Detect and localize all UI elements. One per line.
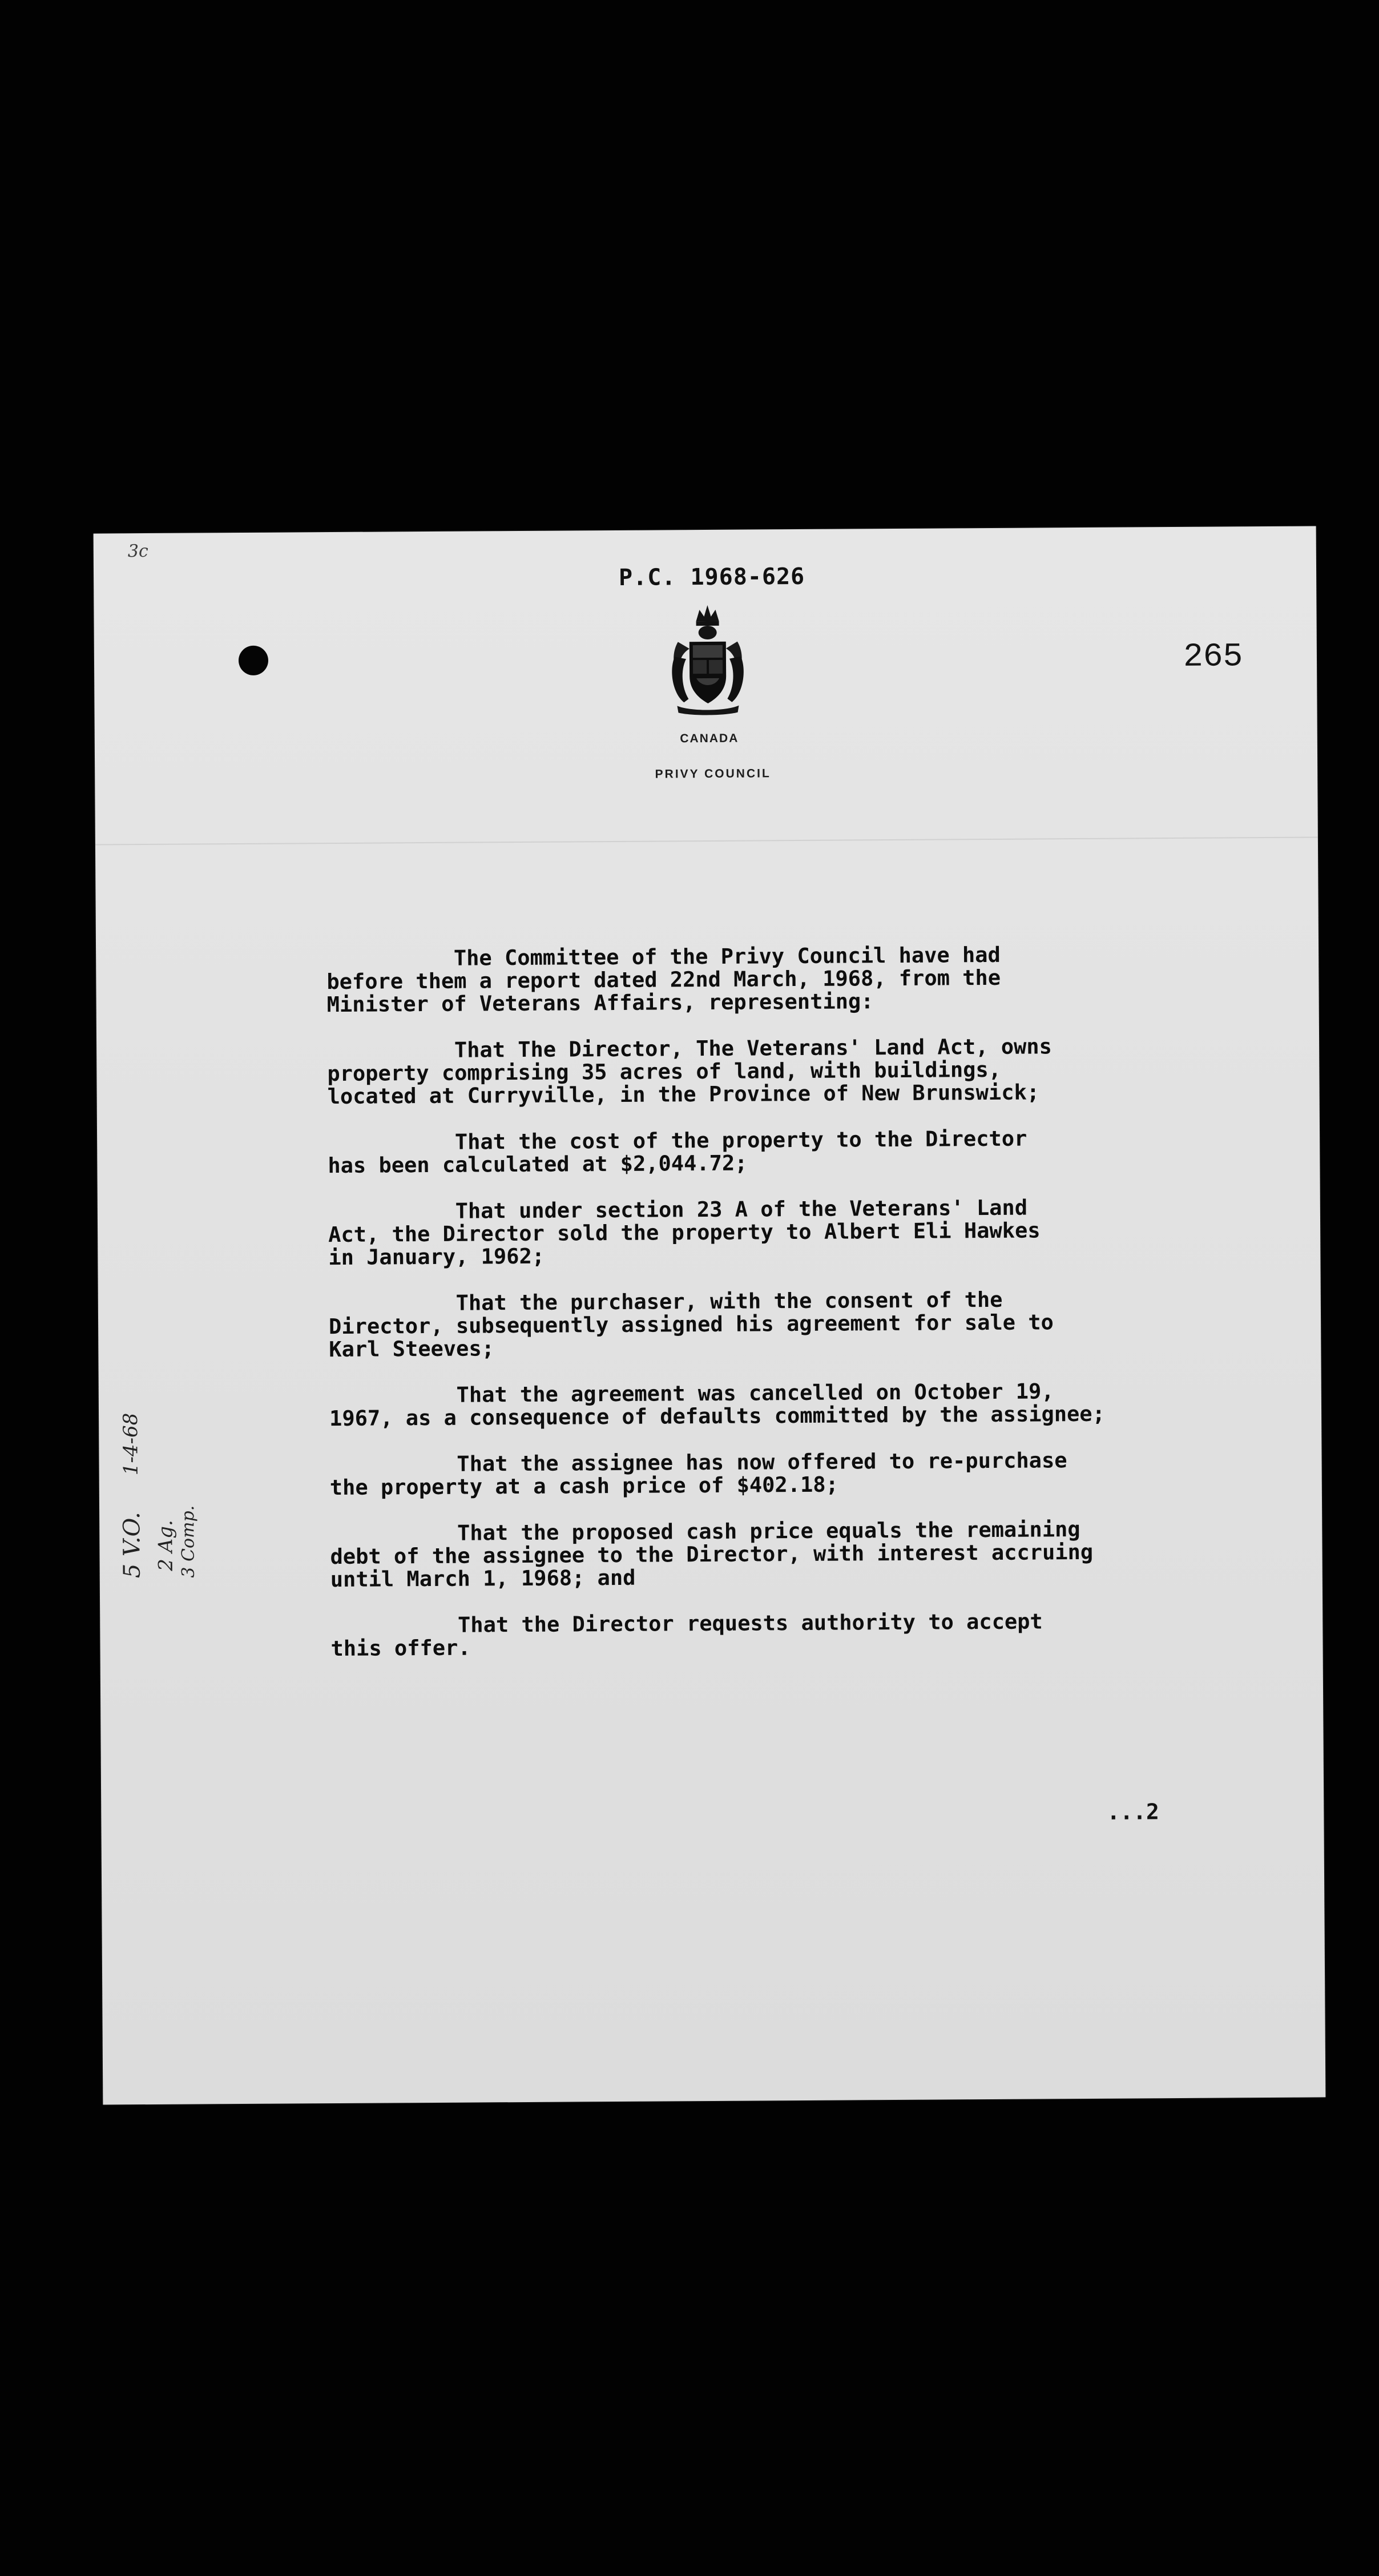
continuation-marker: ...2 xyxy=(1107,1799,1159,1825)
paragraph: That the purchaser, with the consent of the Director, subsequently assigned his agreement for sale to Karl Steeves; xyxy=(328,1287,1054,1362)
paragraph: That the proposed cash price equals the remaining debt of the assignee to the Director, with interest accruing until March 1, 1968; and xyxy=(330,1517,1094,1592)
paragraph: That the assignee has now offered to re-purchase the property at a cash price of $402.18; xyxy=(329,1448,1067,1500)
privy-council-label: PRIVY COUNCIL xyxy=(655,767,771,781)
paper-fold-line xyxy=(95,836,1318,845)
margin-note-line: 3 Comp. xyxy=(178,1505,199,1578)
document-page xyxy=(94,526,1326,2104)
margin-note-date: 1-4-68 xyxy=(119,1412,143,1476)
punch-hole xyxy=(239,646,268,675)
paragraph: That under section 23 A of the Veterans' Land Act, the Director sold the property to Albert Eli Hawkes in January, 1962; xyxy=(328,1195,1041,1270)
order-body-text xyxy=(326,942,1301,1660)
page-number: 265 xyxy=(1183,638,1243,676)
canada-label: CANADA xyxy=(680,731,739,746)
order-in-council-number: P.C. 1968-626 xyxy=(618,563,805,591)
coat-of-arms-icon xyxy=(666,602,749,717)
paragraph: That the cost of the property to the Director has been calculated at $2,044.72; xyxy=(328,1126,1027,1178)
paragraph: That The Director, The Veterans' Land Act, owns property comprising 35 acres of land, with buildings, located at Curryville, in the Province of New Brunswick; xyxy=(327,1034,1052,1109)
margin-handwritten-note xyxy=(108,1389,223,1618)
paragraph: That the agreement was cancelled on October 19, 1967, as a consequence of defaults committed by the assignee; xyxy=(329,1379,1106,1431)
margin-note-line: 2 Ag. xyxy=(154,1520,178,1571)
margin-note-line: 5 V.O. xyxy=(119,1512,146,1579)
paragraph: The Committee of the Privy Council have had before them a report dated 22nd March, 1968, from the Minister of Veterans Affairs, representing: xyxy=(326,942,1001,1017)
corner-handwritten-note: 3c xyxy=(127,541,148,562)
paragraph: That the Director requests authority to accept this offer. xyxy=(330,1609,1043,1661)
